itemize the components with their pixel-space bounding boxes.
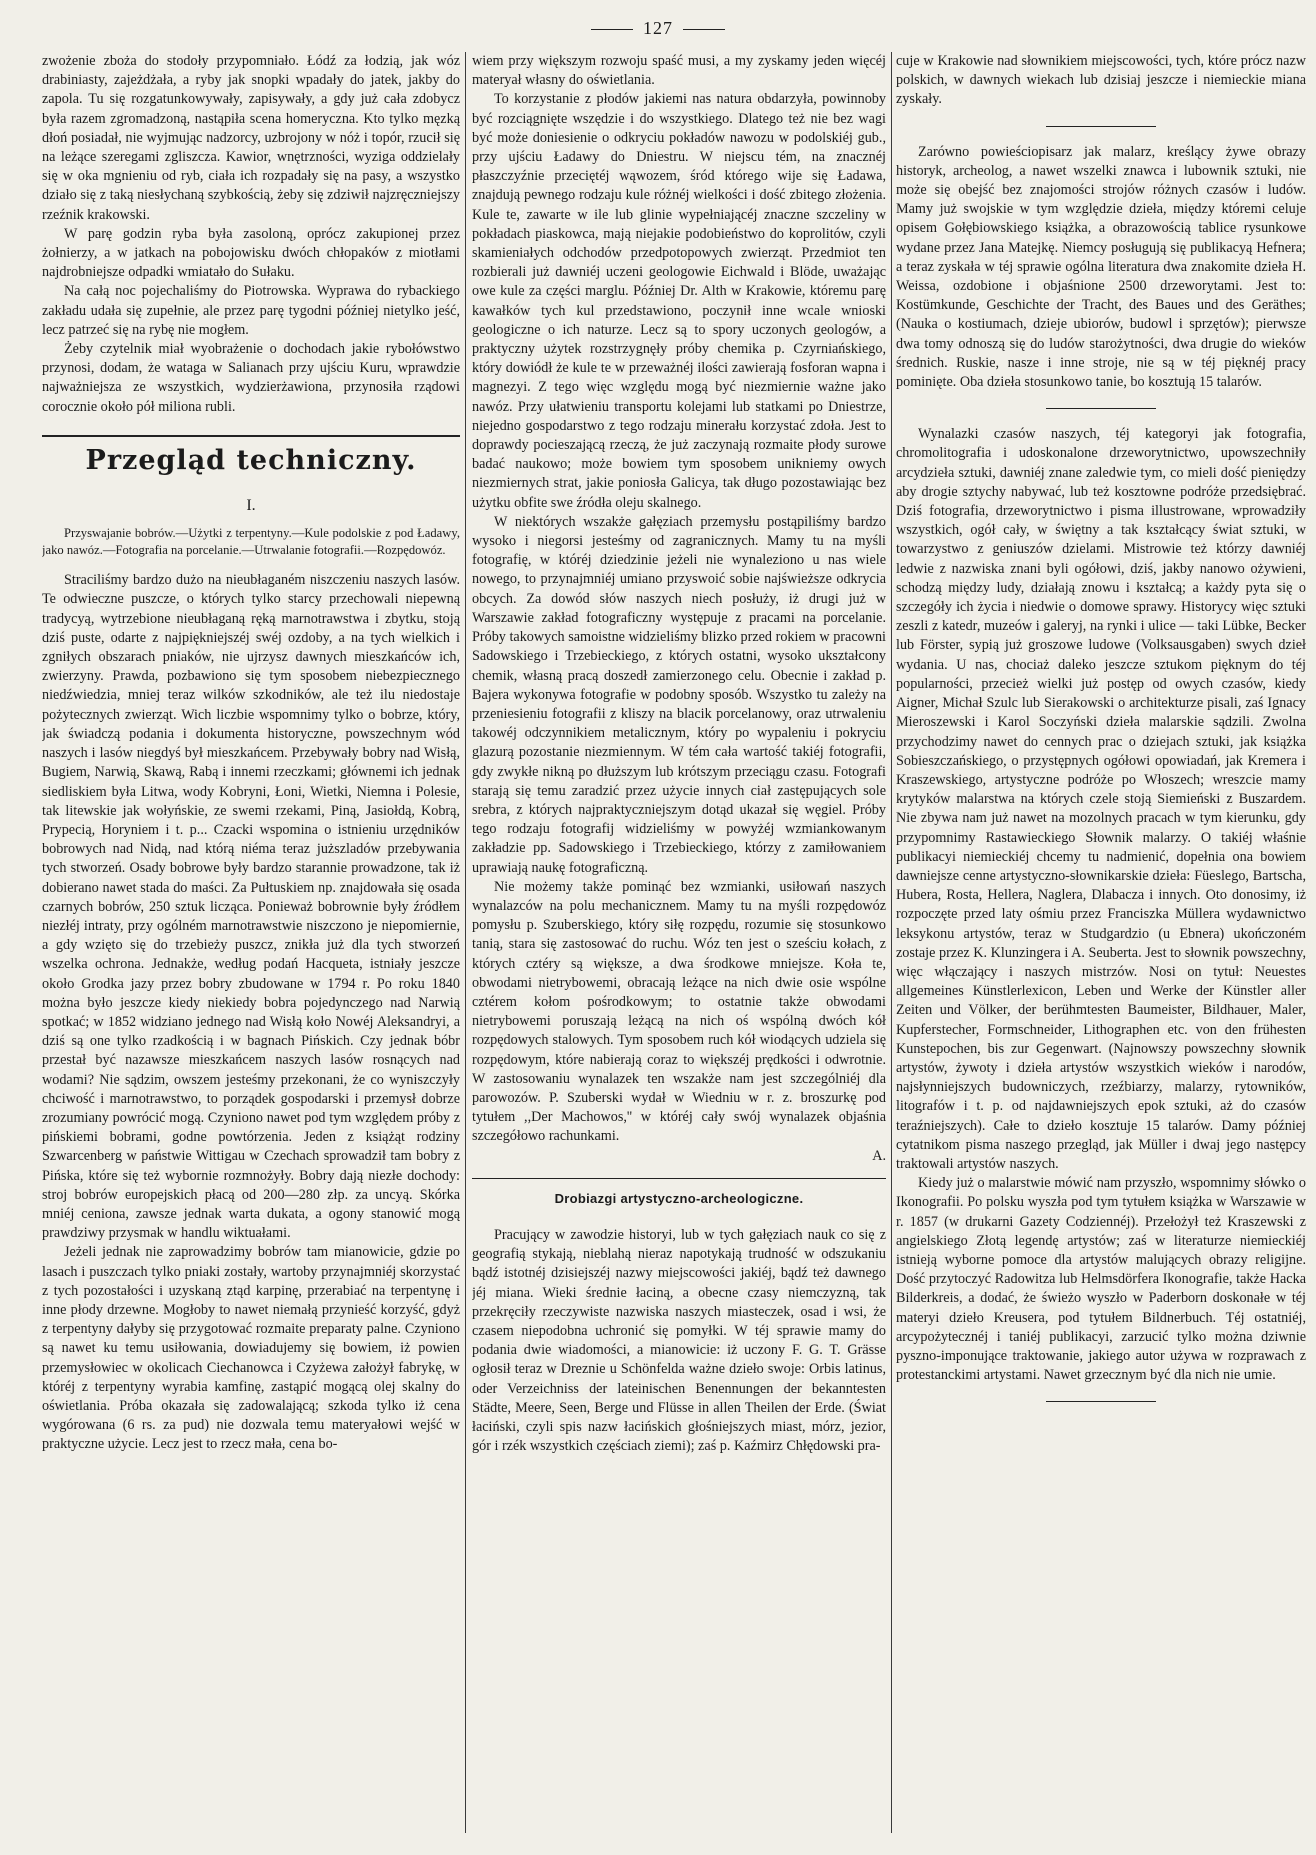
paragraph: Żeby czytelnik miał wyobrażenie o dochodach jakie rybołówstwo przynosi, dodam, że wataga w Salianach przy ujściu Kuru, wprawdzie najważniejsza ze wszystkich, wydzierżawiona, przynosiła rządowi corocznie około pół miliona rubli.: [42, 341, 460, 415]
column-divider-2: [891, 52, 892, 1833]
paragraph: W niektórych wszakże gałęziach przemysłu postąpiliśmy bardzo wysoko i niegorsi jesteśmy od zagranicznych. Mamy tu na myśli fotografię, w któréj dziedzinie jeżeli nie wynaleziono u nas wiele nowego, to przynajmniéj umiano przyswoić sobie najświeższe odkrycia obcych. Za dowód słów naszych niech posłuży, iż drugi już w Warszawie zakład fotograficzny występuje z pracami na porcelanie. Próby takowych samoistne widzieliśmy blizko przed rokiem w pracowni Sadowskiego i Trzebieckiego, z których ostatni, wysoko ukształcony chemik, własną pracą doszedł zamierzonego celu. Obecnie i zakład p. Bajera wykonywa fotografie w podobny sposób. Wszystko tu zależy na przeniesieniu fotografii z kliszy na blacik porcelanowy, oraz utrwaleniu takowéj odczynnikiem metalicznym, który po wypaleniu i pokryciu glazurą pozostanie niezmiennym. W tém cała wartość takiéj fotografii, gdy zwykłe nikną po dłuższym lub krótszym przeciągu czasu. Fotografi starają się temu zaradzić przez użycie innych ciał zastępujących sole srebra, z których najpraktyczniejszym dotąd ukazał się węgiel. Próby tego rodzaju fotografij widzieliśmy w powyżéj wzmiankowanym zakładzie pp. Sadowskiego i Trzebieckiego, którzy z zamiłowaniem uprawiają naukę fotograficzną.: [472, 513, 886, 876]
short-separator: [1046, 126, 1156, 127]
section-separator: [42, 435, 460, 437]
short-separator: [1046, 408, 1156, 409]
paragraph: Jeżeli jednak nie zaprowadzimy bobrów tam mianowicie, gdzie po lasach i puszczach tylko pniaki zostały, wartoby przynajmniéj skorzystać z tych pozostałości i uzyskaną ztąd karpinę, przerabiać na terpentynę i inne płody drzewne. Mogłoby to nawet niemałą przynieść korzyść, gdyż z terpentyny dałyby się przygotować rozmaite preparaty palne. Czyniono są nawet ku temu usiłowania, dowiadujemy się bowiem, iż powien przemysłowiec w okolicach Ciechanowca i Czyżewa założył fabrykę, w któréj z terpentyny wyrabia kamfinę, zastąpić mogącą olej skalny do oświetlania. Próba okazała się zadowalającą; szkoda tylko iż cena wygórowana (6 rs. za pud) nie dozwala temu materyałowi wejść w praktyczne użycie. Lecz jest to rzecz mała, cena bo-: [42, 1244, 460, 1453]
paragraph: Nie możemy także pominąć bez wzmianki, usiłowań naszych wynalazców na polu mechanicznem. Mamy tu na myśli rozpędowóz pomysłu p. Szuberskiego, który siłę rozpędu, rozumie się stosunkowo tanią, stara się zastosować do ruchu. Wóz ten jest o sześciu kołach, z których cztéry są większe, a dwa środkowe mniejsze. Koła te, obwodami nietrybowemi, obracają leżące na nich dwie osie wspólne cztérem kołom pośrodkowym; to ostatnie także obwodami nietrybowemi poruszają leżącą na nich oś wspólną dwóch kół rozpędowych stalowych. Tym sposobem ruch kół wiodących udziela się rozpędowym, które nabierają coraz to większéj prędkości i odwrotnie. W zastosowaniu wynalazek ten wszakże nam jest szczególniéj dla parowozów. P. Szuberski wydał w Wiedniu w r. z. broszurkę pod tytułem ,,Der Machowos,'' w któréj cały swój wynalazek objaśnia szczegółowo rachunkami.: [472, 878, 886, 1145]
page-number: 127: [643, 18, 673, 38]
paragraph: Kiedy już o malarstwie mówić nam przyszło, wspomnimy słówko o Ikonografii. Po polsku wyszła pod tym tytułem książka w Warszawie w r. 1857 (w drukarni Gazety Codziennéj). Przełożył też Kraszewski z angielskiego Złotą legendę artystów; zaś w literaturze niemieckiéj istnieją wyborne pomoce dla artystów malujących obrazy religijne. Dość przytoczyć Radowitza lub Helmsdörfera Ikonografie, także Hacka Bilderkreis, a dodać, że świeżo wyszło w Paderborn doskonałe w téj materyi dzieło Kreusera, pod tytułem Bildnerbuch. Téj ostatniéj, arcypożytecznéj i taniéj publikacyi, zarzucić tylko można dziwnie pyszno-imponujące traktowanie, jakiego autor używa w rozprawach z protestanckimi artystami. Nawet grzecznym być dla nich nie umie.: [896, 1175, 1306, 1384]
paragraph: Na całą noc pojechaliśmy do Piotrowska. Wyprawa do rybackiego zakładu udała się zupełnie, ale przez parę tygodni później nietylko jeść, lecz patrzeć się na rybę nie mogłem.: [42, 283, 460, 338]
page-number-header: [0, 18, 1316, 39]
section-heading: Drobiazgi artystyczno-archeologiczne.: [554, 1190, 804, 1206]
section-summary: Przyswajanie bobrów.—Użytki z terpentyny.—Kule podolskie z pod Ładawy, jako nawóz.—Fotografia na porcelanie.—Utrwalanie fotografii.—Rozpędowóz.: [42, 526, 460, 558]
paragraph: To korzystanie z płodów jakiemi nas natura obdarzyła, powinnoby być rozciągnięte wszędzie i do wszystkiego. Dlatego też nie bez wagi być może doniesienie o odkryciu pokładów nawozu w podolskiéj gub., przy ujściu Ładawy do Dniestru. W niejscu tém, na znacznéj płaszczyźnie przeciętéj wąwozem, śród którego wije się Ładawa, znajdują pewnego rodzaju kule różnéj wielkości i dość zbitego złożenia. Kule te, zawarte w ile lub glinie wypełniającéj znaczne szczeliny w pokładach piaskowca, mają niejakie podobieństwo do koprolitów, czyli skamieniałych odchodów przedpotopowych zwierząt. Przedmiot ten rozbierali już dawniéj uczeni geologowie Eichwald i Blöde, uważając owe kule za części marglu. Później Dr. Alth w Krakowie, któremu parę kawałków tych kul przedstawiono, poczynił inne wcale wnioski geologiczne o ich naturze. Lecz są to spory uczonych geologów, a praktyczny użytek rozstrzygnęły próby chemika p. Czyrniańskiego, który dowiódł że kule te w przeważnéj ilości zawierają fosforan wapna i magnezyi. Z tego więc względu mogą być niezmiernie ważne jako nawóz. Przy ułatwieniu transportu kolejami lub statkami po Dniestrze, niejedno gospodarstwo z tego rodzaju minerału korzystać zdoła. Jest to doprawdy pocieszającą rzeczą, że już zaczynają rozmaite płody surowe badać naukowo; może bowiem tym sposobem unikniemy owych niezmiernych strat, jakie poniosła Galicya, tak długo pozostawiając bez użytku obfite swe źródła oleju skalnego.: [472, 91, 886, 511]
section-title: Przegląd techniczny.: [85, 444, 417, 476]
paragraph: W parę godzin ryba była zasoloną, oprócz zakupionej przez żołnierzy, a w jatkach na pobojowisku dwóch chłopaków z miotłami najdrobniejsze odpadki wmiatało do Sułaku.: [42, 225, 460, 281]
section-separator: [472, 1178, 886, 1179]
header-rule-right: [683, 29, 725, 30]
paragraph: Straciliśmy bardzo dużo na nieubłaganém niszczeniu naszych lasów. Te odwieczne puszcze, o których tylko starcy przechowali niepewną tradycyą, wytrzebione nieubłaganą ręką marnotrawstwa i zbytku, stoją dziś puste, odarte z najpiękniejszéj swéj ozdoby, a na tych wielkich i zgniłych obszarach pniaków, nie ujrzysz dawnych mieszkańców ich, zwierzyny. Prawda, pozbawiono się tym sposobem niebezpiecznego niedźwiedzia, mniej teraz wilków szkodników, ale też ilu niedostaje pożytecznych zwierząt. Wich liczbie wspomnimy tylko o bobrze, który, jak świadczą podania i dokumenta historyczne, powszechnym wód naszych i lasów niegdyś był mieszkańcem. Przebywały bobry nad Wisłą, Bugiem, Narwią, Skawą, Rabą i innemi rzeczkami; głównemi ich jednak siedliskiem była Litwa, wody Kobryni, Łoni, Wietki, Niemna i Polesie, tak litewskie jak wołyńskie, ze swemi rzekami, Piną, Jasiołdą, Kobrą, Prypecią, Horyniem i t. p... Czacki wspomina o istnieniu urzędników bobrowych nad Nidą, nad którą niéma teraz juższladów przebywania tych stworzeń. Osady bobrowe były bardzo starannie prowadzone, tak iż dobierano nawet stada do maści. Za Pułtuskiem np. znajdowała się osada czarnych bobrów, 250 sztuk licząca. Ponieważ bobrownie były źródłem niezłéj intraty, przy ogólném marnotrawstwie niszczono je niepomiernie, a gdy wzięto się do trzebieży puszcz, znikła już dla tych stworzeń wszelka ochrona. Jednakże, według podań Hacqueta, istniały jeszcze około Grodka jazy przez bobry zbudowane w 1794 r. Po roku 1840 można było jeszcze kiedy niekiedy bobra pojedynczego nad Narwią spotkać; w 1852 widziano jednego nad Wisłą koło Nowéj Aleksandryi, a dziś są one tylko rzadkością i w bagnach Pińskich. Czy jednak bóbr przestał być nazawsze mieszkańcem naszych lasów rosnących nad wodami? Nie sądzim, owszem jesteśmy przekonani, że co wyniszczyły chciwość i marnotrawstwo, to porządek gospodarski i przemysł dobrze zrozumiany powrócić mogą. Czyniono nawet pod tym względem próby z pińskiemi bobrami, godne powtórzenia. Jeden z książąt rodziny Szwarcenberg w państwie Wittigau w Czechach sprowadził tam bobry z Pińska, które się też wybornie rozmnożyły. Bobry dają niezłe dochody: stroj bobrów europejskich płacą od 200—280 złp. za uncyą. Skórka mniéj ceniona, zawsze jednak warta dukata, a ogony stanowić mogą prawdziwy przysmak w handlu wiktuałami.: [42, 572, 460, 1242]
short-separator: [1046, 1401, 1156, 1402]
column-2: [472, 52, 886, 1837]
paragraph: Zarówno powieściopisarz jak malarz, kreślący żywe obrazy historyk, archeolog, a nawet wszelki znawca i lubownik sztuki, nie może się obejść bez znajomości strojów różnych czasów i ludów. Mamy już swojskie w tym względzie dzieła, między któremi celuje opisem Gołębiowskiego książka, a obrazowością tablice rysunkowe wydane przez Jana Matejkę. Niemcy posługują się publikacyą Hefnera; a teraz zyskała w téj sprawie ogólna literatura dwa znakomite dzieła H. Weissa, ozdobione i objaśnione 2500 drzeworytami. Jest to: Kostümkunde, Geschichte der Tracht, des Baues und des Geräthes; (Nauka o kostiumach, dzieje ubiorów, budowl i sprzętów); pierwsze dwa tomy odnoszą się do ludów starożytności, dwa drugie do wieków średnich. Ruskie, nasze i inne stroje, nie są w téj pięknéj pracy pominięte. Oba dzieła stosunkowo tanie, bo kosztują 15 talarów.: [896, 143, 1306, 391]
author-signature: A.: [872, 1147, 886, 1164]
header-rule-left: [591, 29, 633, 30]
section-number: I.: [246, 497, 256, 515]
column-3: [896, 52, 1306, 1837]
column-divider-1: [465, 52, 466, 1833]
paragraph: cuje w Krakowie nad słownikiem miejscowości, tych, które prócz nazw polskich, w dawnych wiekach lub dzisiaj jeszcze i niemieckie miana zyskały.: [896, 53, 1306, 108]
column-1: [42, 52, 460, 1837]
paragraph: zwożenie zboża do stodoły przypomniało. Łódź za łodzią, jak wóz drabiniasty, zajeżdżała, a ryby jak snopki wpadały do jatek, jakby do zapola. Tu się rozgatunkowywały, zapisywały, a gdy już cała zdobycz była razem zgromadzoną, nastąpiła scena homeryczna. Kto tylko męzką dłoń posiadał, nie wyjmując nadzorcy, uzbrojony w nóż i topór, rzucił się na leżące szeregami zgliszcza. Kawior, wnętrzności, wyziga oddzielały się w oka mgnieniu od ryb, ciała ich rozpadały się na pasy, a wszystko działo się z taką niesłychaną szybkością, żeby się zdziwił najzręczniejszy rzeźnik krakowski.: [42, 53, 460, 223]
paragraph: wiem przy większym rozwoju spaść musi, a my zyskamy jeden więcéj materyał własny do oświetlania.: [472, 53, 886, 89]
paragraph: Pracujący w zawodzie historyi, lub w tych gałęziach nauk co się z geografią stykają, nieblahą nieraz napotykają trudność w odszukaniu bądź istotnéj dzisiejszéj nazwy miejscowości jakiéj, bądź też dawnego jéj miana. Wieki średnie łaciną, a obecne czasy niemczyzną, tak przekręciły rzeczywiste nazwiska naszych miasteczek, osad i wsi, że czasem niepodobna uchronić się pomyłki. W téj sprawie mamy do podania dwie wiadomości, a mianowicie: iż uczony F. G. T. Grässe ogłosił teraz w Dreznie u Schönfelda ważne dzieło swoje: Orbis latinus, oder Verzeichniss der lateinischen Benennungen der bekanntesten Städte, Meere, Seen, Berge und Flüsse in allen Theilen der Erde. (Świat łaciński, czyli spis nazw łacińskich głośniejszych miast, mórz, jezior, gór i rzék wszystkich częściach ziemi); zaś p. Kaźmirz Chłędowski pra-: [472, 1226, 886, 1455]
paragraph: Wynalazki czasów naszych, téj kategoryi jak fotografia, chromolitografia i udoskonalone drzeworytnictwo, upowszechniły arcydzieła sztuki, dawniéj znane zaledwie tym, co mieli dość pieniędzy aby drogie sztychy nabywać, lub też kosztowne podróże przedsiębrać. Dziś fotografia, drzeworytnictwo i pisma illustrowane, wprowadziły wszystkich, ogół cały, w świętny a tak kształcący świat sztuki, w towarzystwo z geniuszów dzielami. Mistrowie też którzy dawniéj ledwie z nazwiska znani byli ogółowi, dziś, jakby nanowo ożywieni, schodzą między ludy, działają znowu i kształcą; a każdy pyta się o szczegóły ich życia i niedwie o domowe sprawy. Historycy więc sztuki zeszli z katedr, muzeów i galeryj, na rynki i ulice — taki Lübke, Becker lub Förster, sypią już groszowe ludowe (Volksausgaben) swych dzieł wydania. U nas, chociaż daleko jeszcze sztukom pięknym do téj popularności, przecież wielki już postęp od owych czasów, kiedy Aigner, Michał Szulc lub Sierakowski o architekturze pisali, zaś Ignacy Mieroszewski i Karol Soczyński dzieła malarskie sądzili. Zwolna przychodzimy nawet do cennych prac o dziejach sztuki, jak książka Sobieszczańskiego, o przystępnych ogółowi opowiadań, jak Kremera i Kraszewskiego, artystyczne podróże po Włoszech; wreszcie mamy krytyków malarstwa na których czele stoją Siemieński z Buszardem. Nie zbywa nam już nawet na mozolnych pracach w tym kierunku, gdy przypomnimy Rastawieckiego Słownik malarzy. O takiéj właśnie publikacyi niemieckiéj chcemy tu nadmienić, dopełnia ona bowiem dawniejsze cenne artystyczno-słownikarskie dzieła: Füeslego, Bartscha, Hubera, Rosta, Hellera, Naglera, Dlabacza i innych. Oto donosimy, iż rozpoczęte przed laty ośmiu przez Franciszka Müllera wydawnictwo leksykonu artystów, teraz w Studgardzio (u Ebnera) ukończoném zostaje przez K. Klunzingera i A. Seuberta. Jest to słownik powszechny, więc włączający i naszych mistrzów. Nosi on tytuł: Neuestes allgemeines Künstlerlexicon, Leben und Werke der Künstler aller Zeiten und Völker, der berühmtesten Baumeister, Bildhauer, Maler, Kupferstecher, Formschneider, Lithographen etc. von den frühesten Kunstepochen, bis zur Gegenwart. (Najnowszy powszechny słownik artystów, żywoty i dzieła artystów wszystkich wieków i narodów, najsłynniejszych budowniczych, rzeźbiarzy, malarzy, rytowników, litografów i t. p. od najdawniejszych epok sztuki, aż do czasów teraźniejszych). Całe to dzieło kosztuje 15 talarów. Damy później cytatnikom pisma naszego przegląd, jak Müller i dwaj jego następcy traktowali artystów naszych.: [896, 426, 1306, 1172]
